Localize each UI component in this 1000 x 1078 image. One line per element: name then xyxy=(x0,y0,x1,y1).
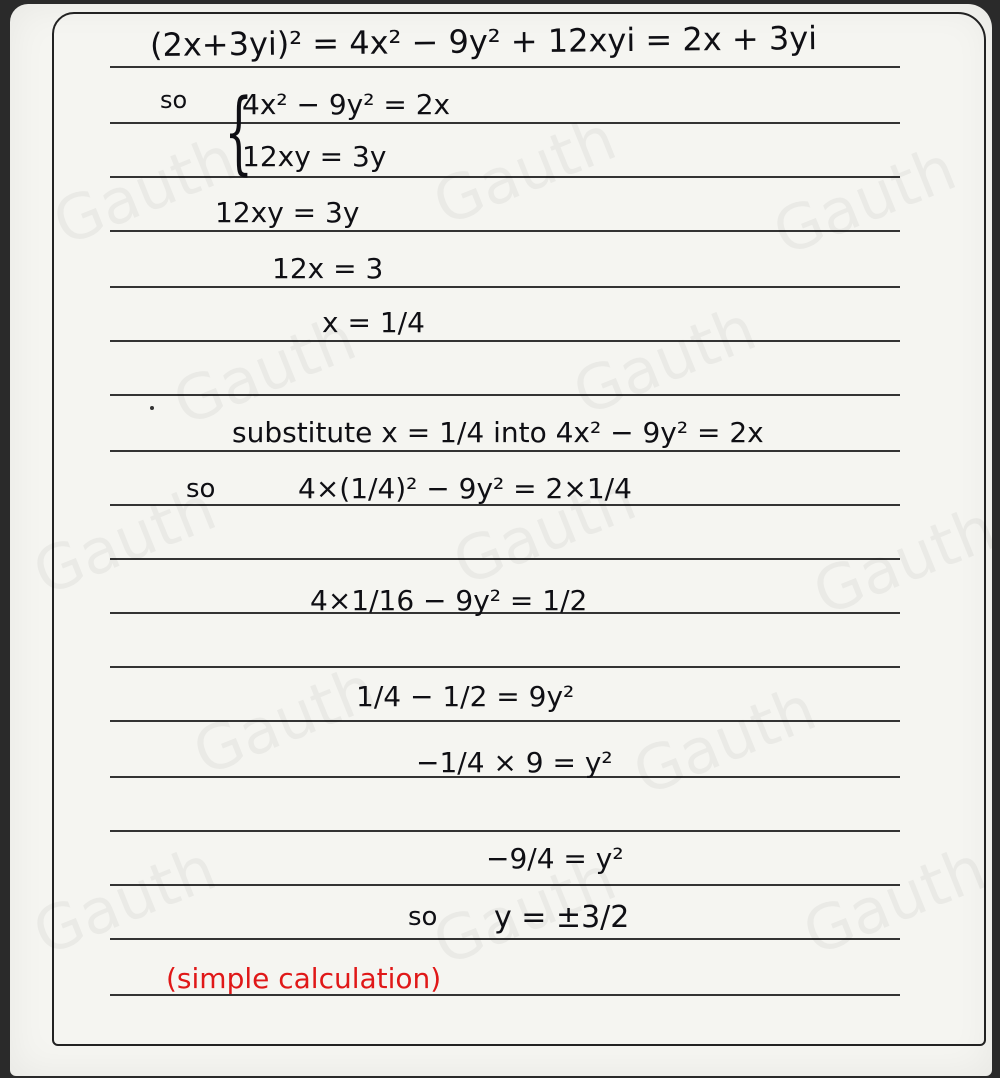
equation-substituted: 4×(1/4)² − 9y² = 2×1/4 xyxy=(298,472,632,505)
pen-dot xyxy=(150,406,154,410)
equation-complex-square: (2x+3yi)² = 4x² − 9y² + 12xyi = 2x + 3yi xyxy=(149,19,818,64)
notebook-page xyxy=(10,4,992,1076)
substitute-instruction: substitute x = 1/4 into 4x² − 9y² = 2x xyxy=(232,416,764,449)
system-brace: { xyxy=(224,80,253,185)
ruled-line xyxy=(110,286,900,288)
equation-times-nine: −1/4 × 9 = y² xyxy=(416,746,613,779)
so-label: so xyxy=(186,474,216,504)
ruled-line xyxy=(110,938,900,940)
ruled-line xyxy=(110,720,900,722)
ruled-line xyxy=(110,66,900,68)
result-y: y = ±3/2 xyxy=(494,900,630,935)
ruled-line xyxy=(110,450,900,452)
equation-imaginary-part: 12xy = 3y xyxy=(242,140,387,173)
equation-simplified: 4×1/16 − 9y² = 1/2 xyxy=(310,584,588,617)
so-label: so xyxy=(408,902,438,932)
ruled-line xyxy=(110,394,900,396)
simple-calculation-note: (simple calculation) xyxy=(166,962,442,995)
ruled-line xyxy=(110,830,900,832)
ruled-line xyxy=(110,884,900,886)
equation-real-part: 4x² − 9y² = 2x xyxy=(242,88,451,121)
ruled-line xyxy=(110,340,900,342)
equation-rearranged: 1/4 − 1/2 = 9y² xyxy=(356,680,575,713)
ruled-line xyxy=(110,558,900,560)
equation-12x: 12x = 3 xyxy=(272,252,384,285)
so-label: so xyxy=(160,86,188,114)
page-border xyxy=(52,12,986,1046)
equation-12xy: 12xy = 3y xyxy=(215,196,360,229)
result-x: x = 1/4 xyxy=(322,306,425,339)
equation-y-squared: −9/4 = y² xyxy=(486,842,624,875)
ruled-line xyxy=(110,230,900,232)
ruled-line xyxy=(110,666,900,668)
